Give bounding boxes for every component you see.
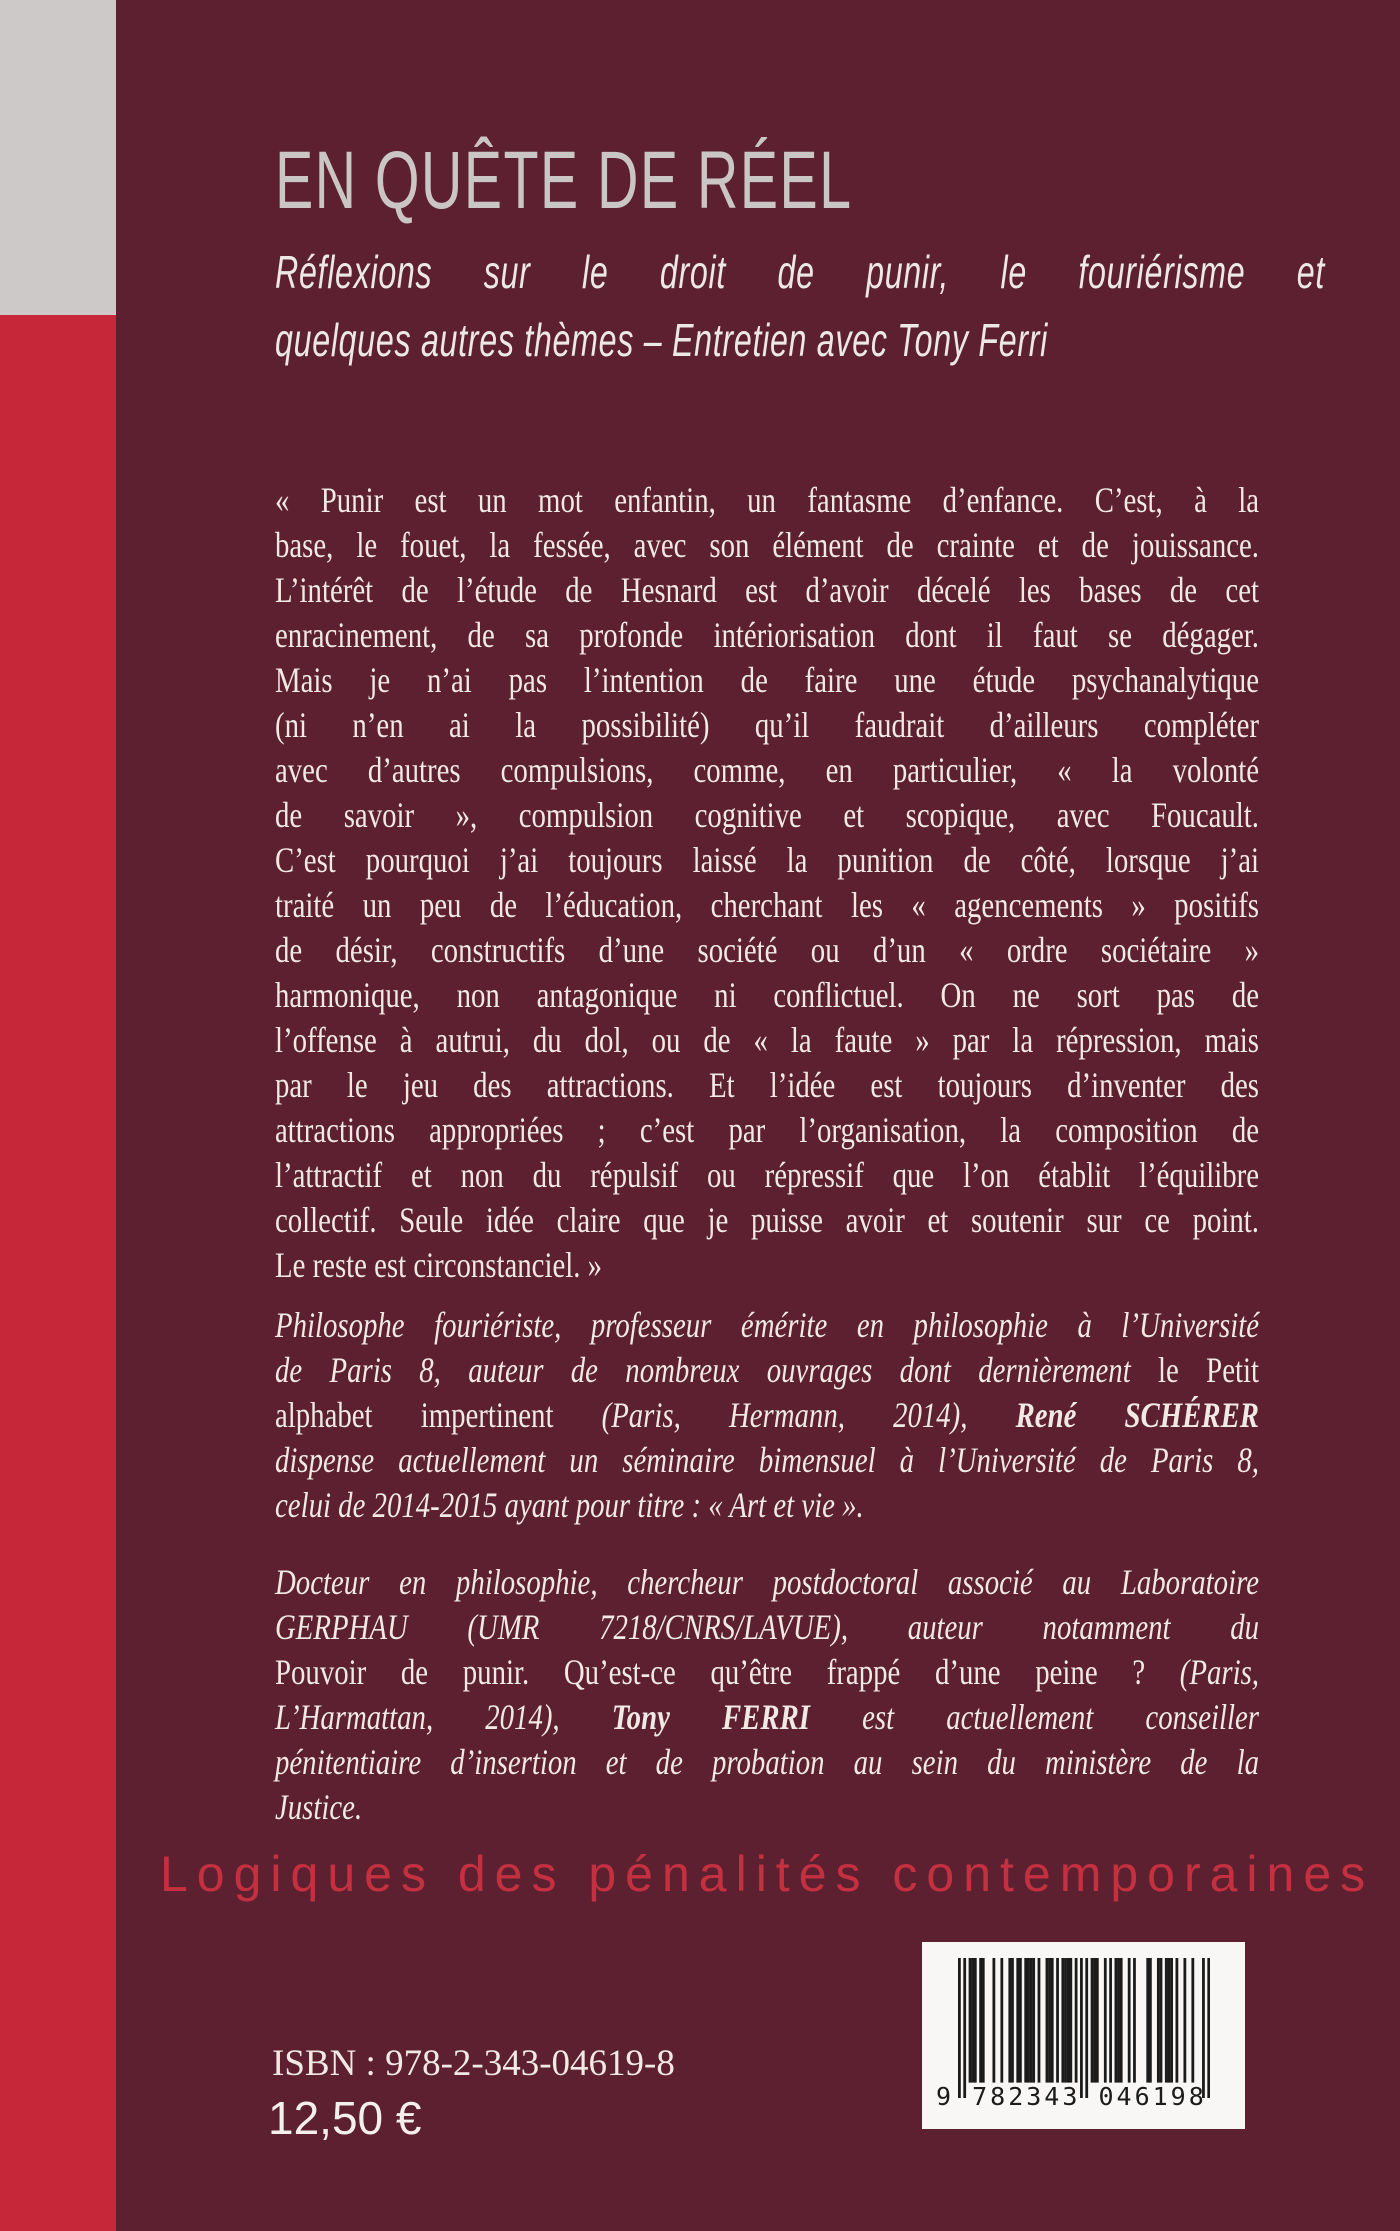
text-line: base, le fouet, la fessée, avec son élément de crainte et de jouissance. bbox=[275, 525, 1259, 565]
text-segment: René SCHÉRER bbox=[1015, 1395, 1259, 1435]
text-line: l’offense à autrui, du dol, ou de « la faute » par la répression, mais bbox=[275, 1020, 1259, 1060]
text-line bbox=[275, 1483, 1259, 1528]
book-subtitle bbox=[275, 238, 1325, 374]
barcode bbox=[922, 1942, 1245, 2129]
text-line: quelques autres thèmes – Entretien avec Tony Ferri bbox=[275, 314, 1049, 366]
text-segment: Tony FERRI bbox=[611, 1697, 811, 1737]
book-title: EN QUÊTE DE RÉEL bbox=[275, 135, 853, 226]
text-line: avec d’autres compulsions, comme, en particulier, « la volonté bbox=[275, 750, 1259, 790]
text-line bbox=[275, 1650, 1259, 1695]
text-line: de désir, constructifs d’une société ou d’un « ordre sociétaire » bbox=[275, 930, 1259, 970]
text-line bbox=[275, 1393, 1259, 1438]
text-line bbox=[275, 1605, 1259, 1650]
text-line: (ni n’en ai la possibilité) qu’il faudrait d’ailleurs compléter bbox=[275, 705, 1259, 745]
author-bio-rene-scherer bbox=[275, 1303, 1259, 1528]
text-line bbox=[275, 1303, 1259, 1348]
text-segment: (Paris, bbox=[1179, 1652, 1259, 1692]
text-line: par le jeu des attractions. Et l’idée est toujours d’inventer des bbox=[275, 1065, 1259, 1105]
barcode-digits: 9 782343 046198 bbox=[936, 2082, 1207, 2111]
text-line: de savoir », compulsion cognitive et scopique, avec Foucault. bbox=[275, 795, 1259, 835]
text-segment: celui de 2014-2015 ayant pour titre : « Art et vie ». bbox=[275, 1485, 864, 1525]
text-line: enracinement, de sa profonde intériorisation dont il faut se dégager. bbox=[275, 615, 1259, 655]
text-segment: Justice. bbox=[275, 1787, 363, 1827]
text-line: Mais je n’ai pas l’intention de faire une étude psychanalytique bbox=[275, 660, 1259, 700]
text-segment: Philosophe fouriériste, professeur émérite en philosophie à l’Université bbox=[275, 1305, 1259, 1345]
text-segment: le Petit bbox=[1158, 1350, 1259, 1390]
left-edge-gray-band bbox=[0, 0, 116, 315]
text-segment: de Paris 8, auteur de nombreux ouvrages dont dernièrement bbox=[275, 1350, 1159, 1390]
text-line bbox=[275, 1695, 1259, 1740]
text-segment: GERPHAU (UMR 7218/CNRS/LAVUE), auteur notamment du bbox=[275, 1607, 1259, 1647]
price-label: 12,50 € bbox=[268, 2092, 422, 2144]
text-line: harmonique, non antagonique ni conflictuel. On ne sort pas de bbox=[275, 975, 1259, 1015]
quote-paragraph bbox=[275, 478, 1259, 1288]
series-title: Logiques des pénalités contemporaines bbox=[160, 1846, 1375, 1902]
isbn-label: ISBN : 978-2-343-04619-8 bbox=[272, 2043, 675, 2084]
text-line: l’attractif et non du répulsif ou répressif que l’on établit l’équilibre bbox=[275, 1155, 1259, 1195]
barcode-bars bbox=[958, 1958, 1210, 2098]
text-line bbox=[275, 1560, 1259, 1605]
text-segment: (Paris, Hermann, 2014), bbox=[601, 1395, 1016, 1435]
text-line bbox=[275, 1785, 1259, 1830]
barcode-svg bbox=[958, 1958, 1210, 2098]
text-segment: alphabet impertinent bbox=[275, 1395, 602, 1435]
text-line: Réflexions sur le droit de punir, le fouriérisme et bbox=[275, 246, 1325, 298]
header bbox=[275, 135, 1325, 374]
text-line bbox=[275, 1438, 1259, 1483]
text-segment: Pouvoir de punir. Qu’est-ce qu’être frappé d’une peine ? bbox=[275, 1652, 1180, 1692]
text-line: C’est pourquoi j’ai toujours laissé la punition de côté, lorsque j’ai bbox=[275, 840, 1259, 880]
text-line: L’intérêt de l’étude de Hesnard est d’avoir décelé les bases de cet bbox=[275, 570, 1259, 610]
text-line: Le reste est circonstanciel. » bbox=[275, 1245, 603, 1285]
text-line: « Punir est un mot enfantin, un fantasme d’enfance. C’est, à la bbox=[275, 480, 1259, 520]
text-segment: L’Harmattan, 2014), bbox=[275, 1697, 612, 1737]
text-segment: est actuellement conseiller bbox=[810, 1697, 1259, 1737]
text-line: attractions appropriées ; c’est par l’organisation, la composition de bbox=[275, 1110, 1259, 1150]
author-bio-tony-ferri bbox=[275, 1560, 1259, 1830]
text-segment: Docteur en philosophie, chercheur postdoctoral associé au Laboratoire bbox=[275, 1562, 1259, 1602]
text-line: traité un peu de l’éducation, cherchant les « agencements » positifs bbox=[275, 885, 1259, 925]
text-segment: pénitentiaire d’insertion et de probation au sein du ministère de la bbox=[275, 1742, 1259, 1782]
text-line bbox=[275, 1348, 1259, 1393]
text-line bbox=[275, 1740, 1259, 1785]
text-segment: dispense actuellement un séminaire bimensuel à l’Université de Paris 8, bbox=[275, 1440, 1259, 1480]
left-edge-red-band bbox=[0, 315, 116, 2231]
text-line: collectif. Seule idée claire que je puisse avoir et soutenir sur ce point. bbox=[275, 1200, 1259, 1240]
